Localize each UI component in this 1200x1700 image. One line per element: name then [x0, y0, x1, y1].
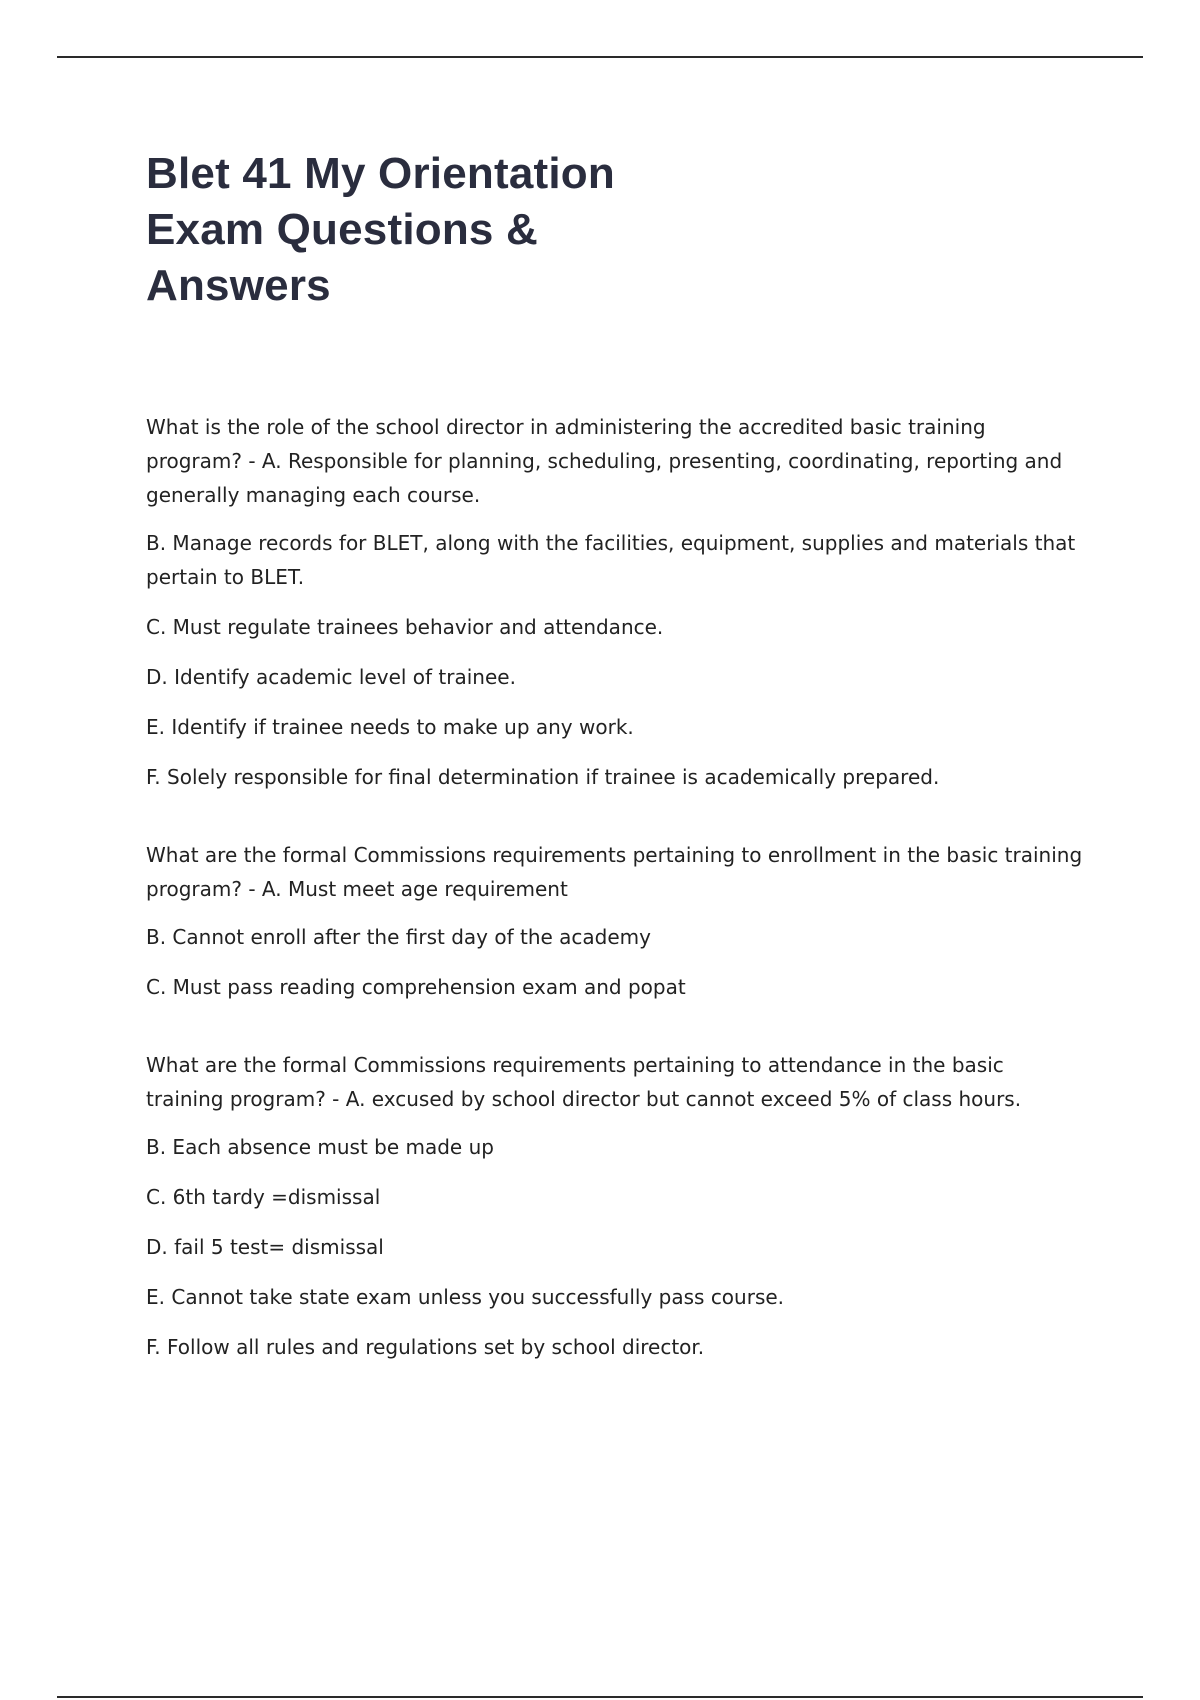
question-1-answer-f: F. Solely responsible for final determination if trainee is academically prepared. — [146, 765, 940, 789]
question-block-3 — [146, 1048, 1086, 1364]
top-rule — [57, 56, 1143, 58]
question-3-answer-e: E. Cannot take state exam unless you successfully pass course. — [146, 1285, 785, 1309]
question-3-answer-d: D. fail 5 test= dismissal — [146, 1235, 384, 1259]
question-1-answer-e: E. Identify if trainee needs to make up any work. — [146, 715, 634, 739]
document-body — [146, 410, 1086, 1408]
question-1-answer-b: B. Manage records for BLET, along with the facilities, equipment, supplies and materials that pertain to BLET. — [146, 531, 1076, 589]
question-2-prompt: What are the formal Commissions requirements pertaining to enrollment in the basic training program? - A. Must meet age requirement — [146, 843, 1083, 901]
question-3-prompt: What are the formal Commissions requirements pertaining to attendance in the basic training program? - A. excused by school director but cannot exceed 5% of class hours. — [146, 1053, 1022, 1111]
question-2-answer-b: B. Cannot enroll after the first day of the academy — [146, 925, 651, 949]
bottom-rule — [57, 1696, 1143, 1698]
question-1-answer-c: C. Must regulate trainees behavior and attendance. — [146, 615, 664, 639]
question-1-prompt: What is the role of the school director in administering the accredited basic training program? - A. Responsible for planning, scheduling, presenting, coordinating, reporting and generally managing each course. — [146, 415, 1063, 507]
question-3-answer-f: F. Follow all rules and regulations set by school director. — [146, 1335, 705, 1359]
question-block-1 — [146, 410, 1086, 794]
document-title: Blet 41 My Orientation Exam Questions & Answers — [146, 149, 615, 310]
question-1-answer-d: D. Identify academic level of trainee. — [146, 665, 516, 689]
question-3-answer-b: B. Each absence must be made up — [146, 1135, 494, 1159]
question-3-answer-c: C. 6th tardy =dismissal — [146, 1185, 381, 1209]
question-block-2 — [146, 838, 1086, 1004]
question-2-answer-c: C. Must pass reading comprehension exam and popat — [146, 975, 686, 999]
